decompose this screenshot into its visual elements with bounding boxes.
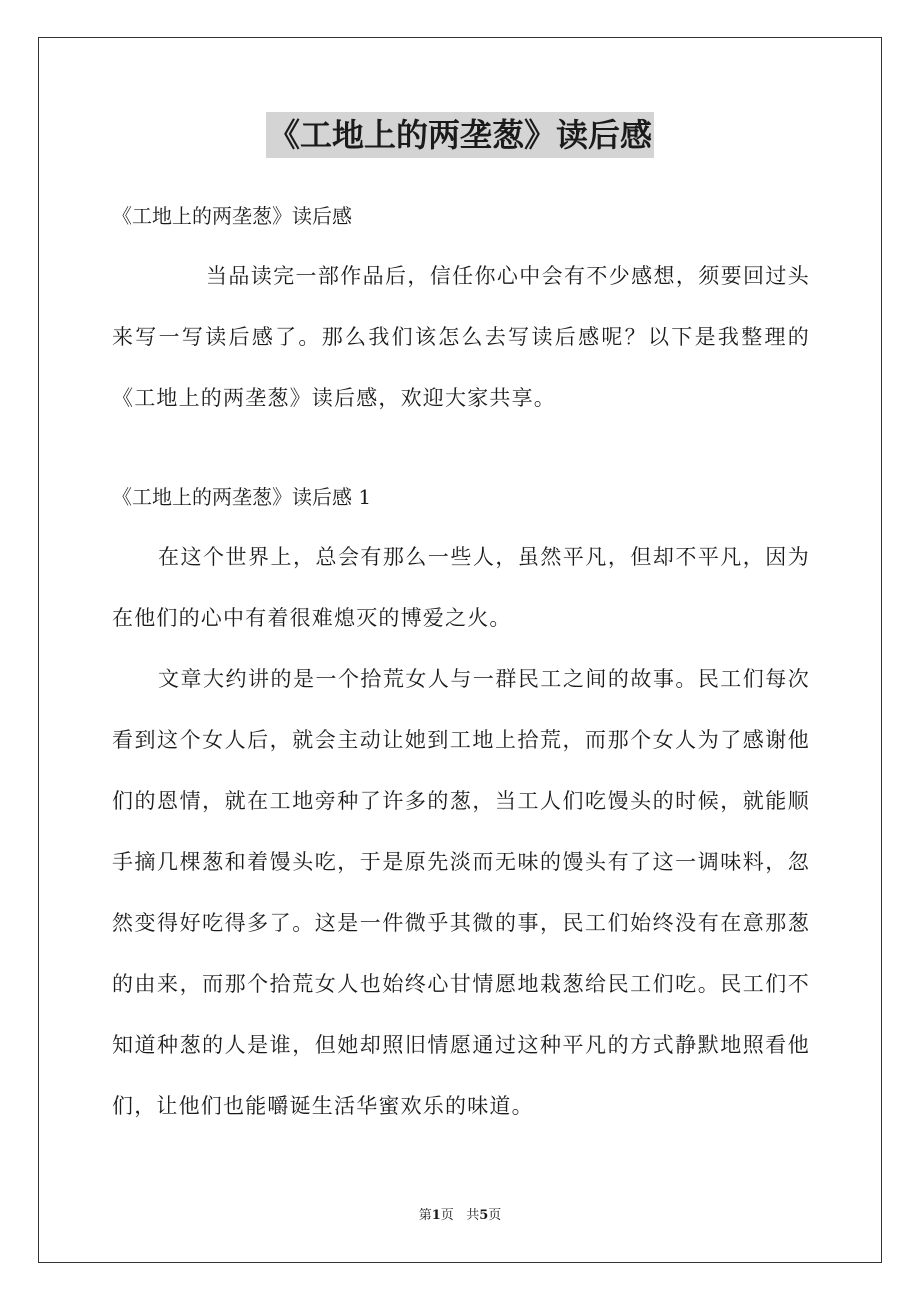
page-footer <box>0 1206 920 1226</box>
body-paragraph: 在这个世界上，总会有那么一些人，虽然平凡，但却不平凡，因为在他们的心中有着很难熄灭的博爱之火。 <box>112 545 810 630</box>
footer-total-prefix: 共 <box>466 1208 480 1223</box>
document-body <box>112 196 810 1137</box>
footer-current-page: 1 <box>431 1208 441 1223</box>
body-paragraph: 文章大约讲的是一个拾荒女人与一群民工之间的故事。民工们每次看到这个女人后，就会主动让她到工地上拾荒，而那个女人为了感谢他们的恩情，就在工地旁种了许多的葱，当工人们吃馒头的时候，就能顺手摘几棵葱和着馒头吃，于是原先淡而无味的馒头有了这一调味料，忽然变得好吃得多了。这是一件微乎其微的事，民工们始终没有在意那葱的由来，而那个拾荒女人也始终心甘情愿地栽葱给民工们吃。民工们不知道种葱的人是谁，但她却照旧情愿通过这种平凡的方式静默地照看他们，让他们也能嚼诞生活华蜜欢乐的味道。 <box>112 667 810 1118</box>
footer-page-unit: 页 <box>440 1208 454 1223</box>
title-wrap <box>0 112 920 158</box>
footer-total-unit: 页 <box>488 1208 502 1223</box>
section-gap <box>112 429 810 477</box>
footer-total-pages: 5 <box>479 1208 489 1223</box>
footer-prefix: 第 <box>418 1208 432 1223</box>
intro-paragraph: 当品读完一部作品后，信任你心中会有不少感想，须要回过头来写一写读后感了。那么我们该怎么去写读后感呢？以下是我整理的《工地上的两垄葱》读后感，欢迎大家共享。 <box>112 264 810 410</box>
document-subtitle: 《工地上的两垄葱》读后感 <box>112 204 352 228</box>
document-title: 《工地上的两垄葱》读后感 <box>266 112 654 158</box>
section-heading: 《工地上的两垄葱》读后感 1 <box>112 485 372 509</box>
